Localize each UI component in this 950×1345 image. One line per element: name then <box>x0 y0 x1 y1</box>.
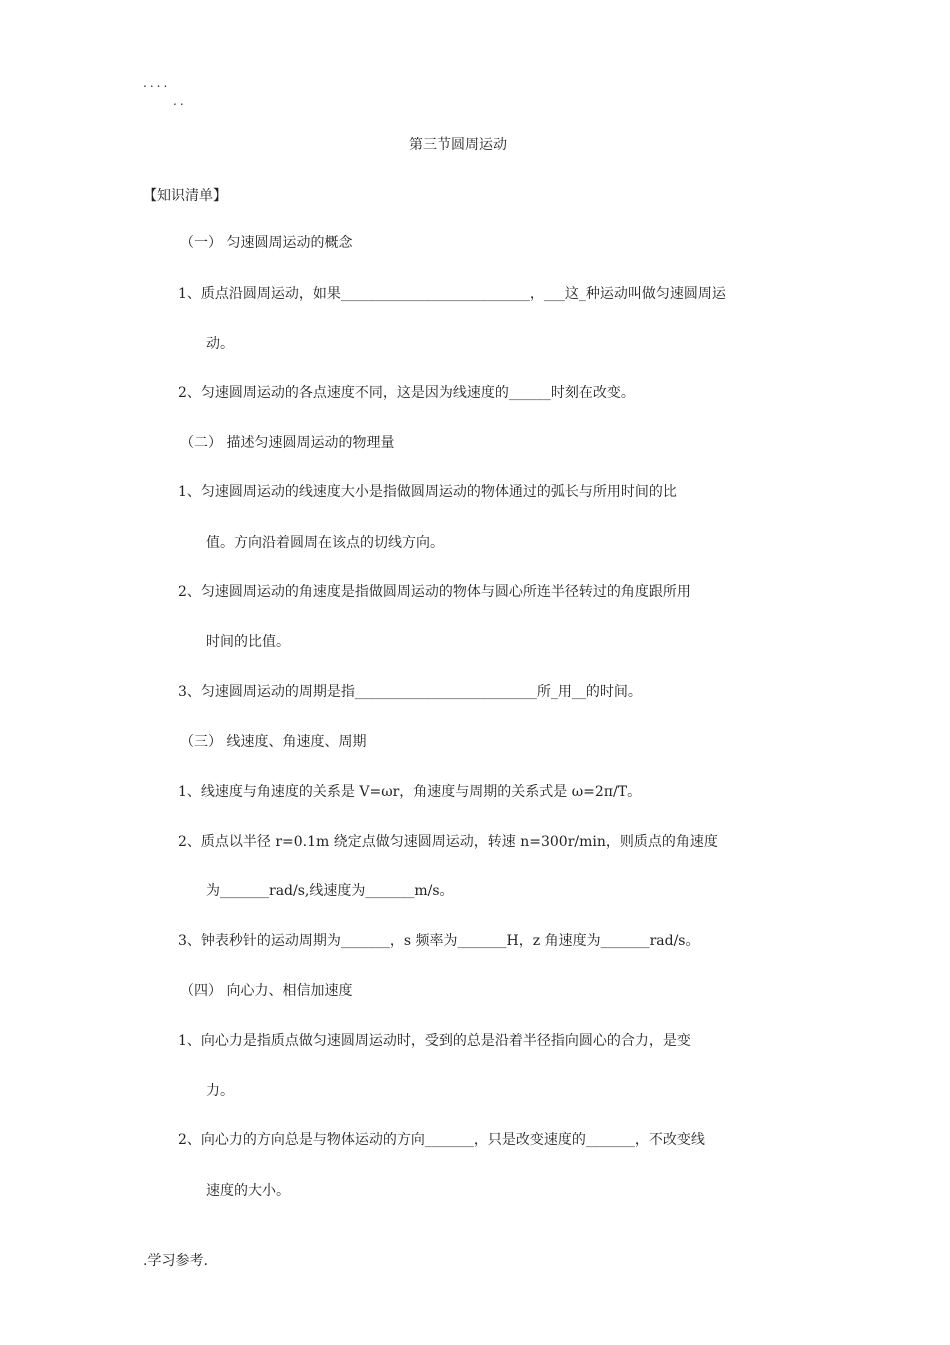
s3-item-2-continued: 为_______rad/s,线速度为_______m/s。 <box>206 883 454 899</box>
s3-item-3: 3、钟表秒针的运动周期为_______，s 频率为_______H，z 角速度为_______rad/s。 <box>178 933 700 949</box>
page-footer: .学习参考. <box>143 1253 208 1269</box>
section-heading-4: （四） 向心力、相信加速度 <box>180 983 353 999</box>
s1-item-1: 1、质点沿圆周运动，如果___________________________，___这_种运动叫做匀速圆周运 <box>178 286 726 302</box>
header-dots-bottom: .. <box>173 94 187 108</box>
header-dots-top: .... <box>143 76 171 90</box>
s4-item-2: 2、向心力的方向总是与物体运动的方向_______，只是改变速度的_______，不改变线 <box>178 1132 705 1148</box>
s2-item-3: 3、匀速圆周运动的周期是指__________________________所_用__的时间。 <box>178 684 642 700</box>
s2-item-1-continued: 值。方向沿着圆周在该点的切线方向。 <box>206 535 444 551</box>
s2-item-1: 1、匀速圆周运动的线速度大小是指做圆周运动的物体通过的弧长与所用时间的比 <box>178 484 677 500</box>
s4-item-1-continued: 力。 <box>206 1083 234 1099</box>
page-title: 第三节圆周运动 <box>409 137 507 153</box>
s4-item-1: 1、向心力是指质点做匀速圆周运动时，受到的总是沿着半径指向圆心的合力，是变 <box>178 1033 691 1049</box>
knowledge-list-heading: 【知识清单】 <box>143 188 227 204</box>
section-heading-3: （三） 线速度、角速度、周期 <box>180 734 367 750</box>
s3-item-1: 1、线速度与角速度的关系是 V=ωr，角速度与周期的关系式是 ω=2π/T。 <box>178 784 642 800</box>
section-heading-1: （一） 匀速圆周运动的概念 <box>180 235 353 251</box>
s3-item-2: 2、质点以半径 r=0.1m 绕定点做匀速圆周运动，转速 n=300r/min，则质点的角速度 <box>178 834 718 850</box>
s2-item-2: 2、匀速圆周运动的角速度是指做圆周运动的物体与圆心所连半径转过的角度跟所用 <box>178 584 691 600</box>
s2-item-2-continued: 时间的比值。 <box>206 634 290 650</box>
section-heading-2: （二） 描述匀速圆周运动的物理量 <box>180 435 395 451</box>
s1-item-1-continued: 动。 <box>206 336 234 352</box>
s4-item-2-continued: 速度的大小。 <box>206 1183 290 1199</box>
s1-item-2: 2、匀速圆周运动的各点速度不同，这是因为线速度的______时刻在改变。 <box>178 385 635 401</box>
